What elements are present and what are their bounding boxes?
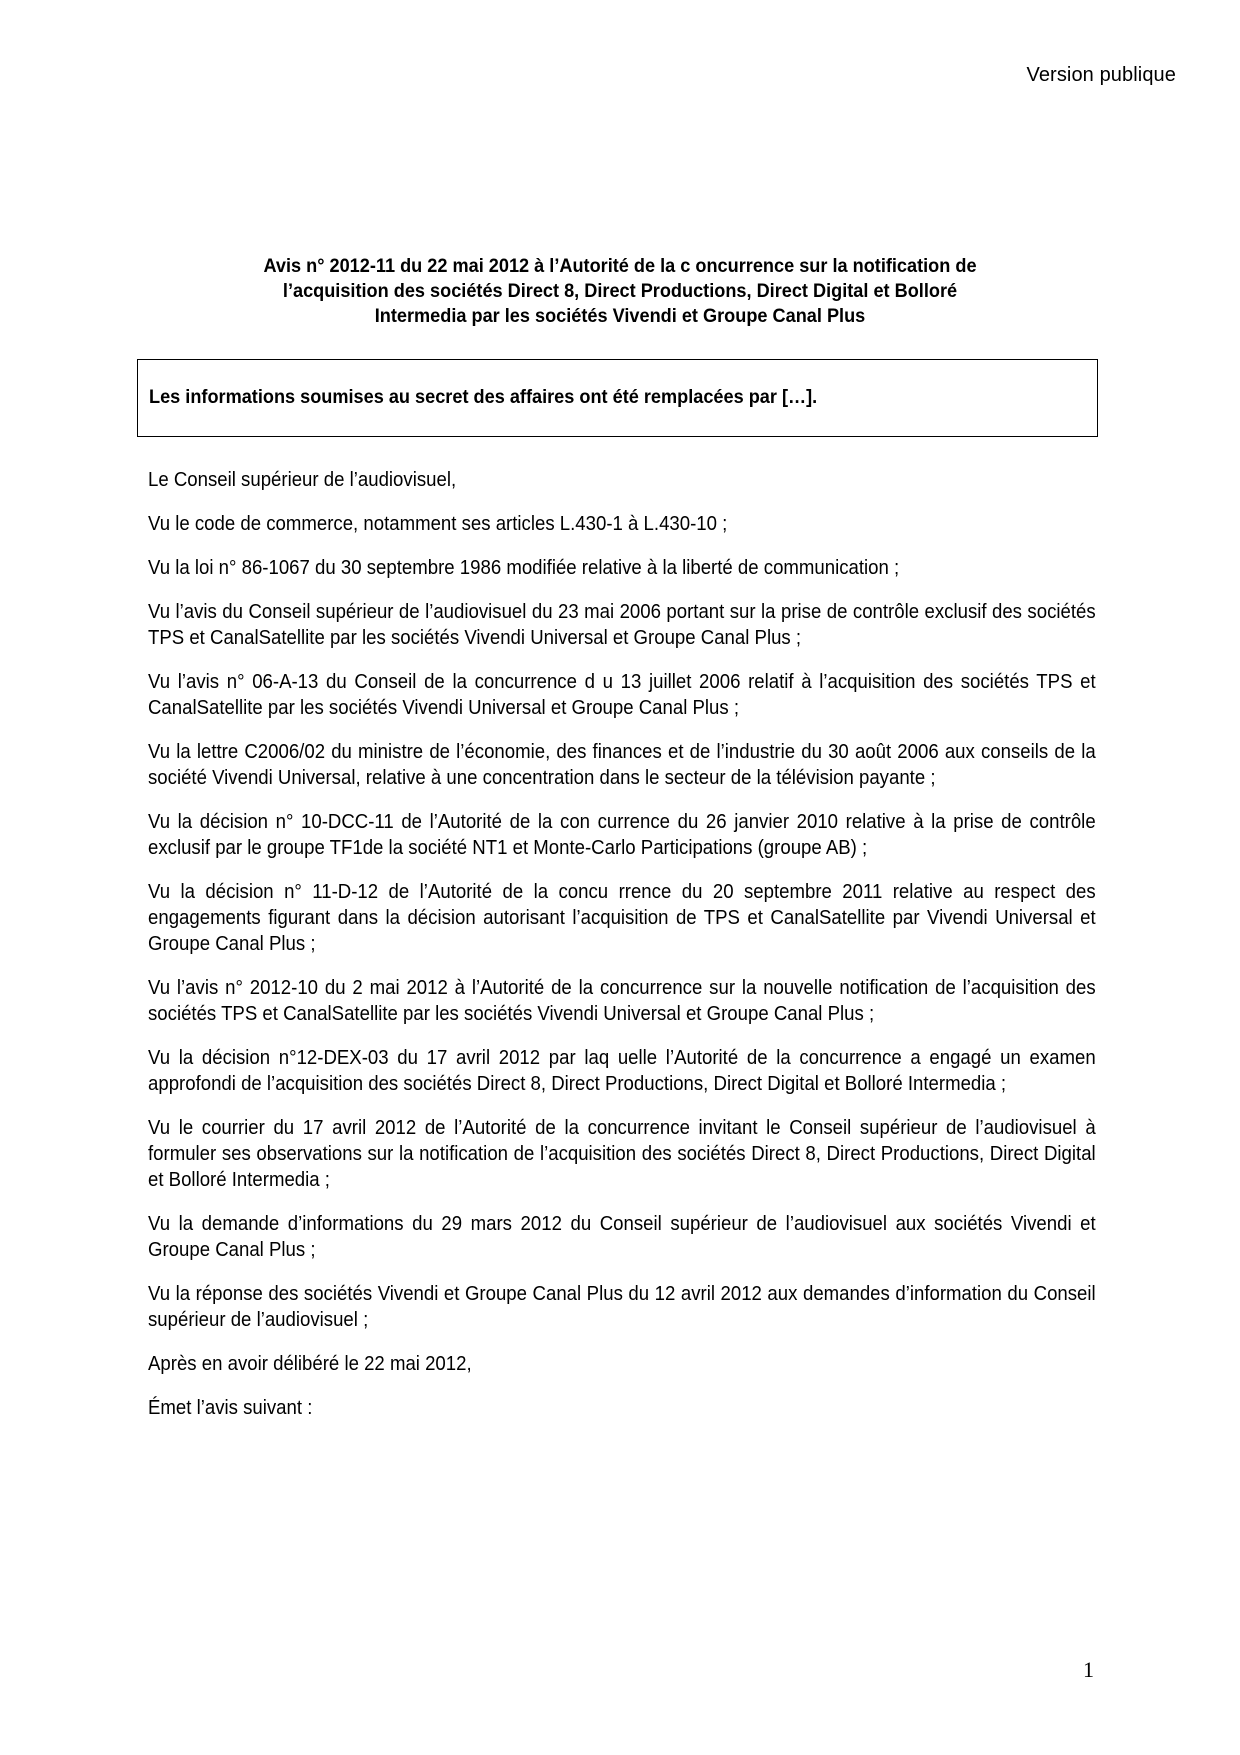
paragraph-visa: Vu la décision n° 11-D-12 de l’Autorité de la concu rrence du 20 septembre 2011 relative au respect des engagements figurant dans la décision autorisant l’acquisition de TPS et CanalSatellite par Vivendi Universal et Groupe Canal Plus ; (148, 881, 1096, 955)
paragraph-visa: Vu la décision n° 10-DCC-11 de l’Autorité de la con currence du 26 janvier 2010 relative à la prise de contrôle exclusif par le groupe TF1de la société NT1 et Monte-Carlo Participations (groupe AB) ; (148, 811, 1096, 859)
confidentiality-notice-box (137, 359, 1098, 437)
paragraph-preamble: Le Conseil supérieur de l’audiovisuel, (148, 469, 457, 491)
paragraph-visa: Vu l’avis n° 2012-10 du 2 mai 2012 à l’Autorité de la concurrence sur la nouvelle notification de l’acquisition des sociétés TPS et CanalSatellite par les sociétés Vivendi Universal et Groupe Canal Plus ; (148, 977, 1096, 1025)
title-line: l’acquisition des sociétés Direct 8, Direct Productions, Direct Digital et Bolloré (282, 280, 958, 302)
paragraph-visa: Vu l’avis n° 06-A-13 du Conseil de la concurrence d u 13 juillet 2006 relatif à l’acquisition des sociétés TPS et CanalSatellite par les sociétés Vivendi Universal et Groupe Canal Plus ; (148, 671, 1096, 719)
document-title (174, 254, 1067, 329)
paragraph-visa: Vu la réponse des sociétés Vivendi et Groupe Canal Plus du 12 avril 2012 aux demandes d’information du Conseil supérieur de l’audiovisuel ; (148, 1283, 1096, 1331)
confidentiality-notice-text: Les informations soumises au secret des affaires ont été remplacées par […]. (149, 386, 818, 408)
paragraph-visa: Vu la décision n°12-DEX-03 du 17 avril 2012 par laq uelle l’Autorité de la concurrence a engagé un examen approfondi de l’acquisition des sociétés Direct 8, Direct Productions, Direct Digital et Bolloré Intermedia ; (148, 1047, 1096, 1095)
title-line: Avis n° 2012-11 du 22 mai 2012 à l’Autorité de la c oncurrence sur la notification de (263, 255, 977, 277)
paragraph-conclusion: Émet l’avis suivant : (148, 1397, 313, 1419)
paragraph-deliberation: Après en avoir délibéré le 22 mai 2012, (148, 1353, 472, 1375)
document-body (148, 467, 1096, 1439)
paragraph-visa: Vu le code de commerce, notamment ses articles L.430-1 à L.430-10 ; (148, 513, 728, 535)
paragraph-visa: Vu la demande d’informations du 29 mars 2012 du Conseil supérieur de l’audiovisuel aux sociétés Vivendi et Groupe Canal Plus ; (148, 1213, 1096, 1261)
version-label: Version publique (1026, 64, 1176, 86)
paragraph-visa: Vu le courrier du 17 avril 2012 de l’Autorité de la concurrence invitant le Conseil supérieur de l’audiovisuel à formuler ses observations sur la notification de l’acquisition des sociétés Direct 8, Direct Productions, Direct Digital et Bolloré Intermedia ; (148, 1117, 1096, 1191)
paragraph-visa: Vu la loi n° 86-1067 du 30 septembre 1986 modifiée relative à la liberté de communication ; (148, 557, 900, 579)
paragraph-visa: Vu l’avis du Conseil supérieur de l’audiovisuel du 23 mai 2006 portant sur la prise de contrôle exclusif des sociétés TPS et CanalSatellite par les sociétés Vivendi Universal et Groupe Canal Plus ; (148, 601, 1096, 649)
paragraph-visa: Vu la lettre C2006/02 du ministre de l’économie, des finances et de l’industrie du 30 août 2006 aux conseils de la société Vivendi Universal, relative à une concentration dans le secteur de la télévision payante ; (148, 741, 1096, 789)
page-number: 1 (1083, 1657, 1094, 1682)
title-line: Intermedia par les sociétés Vivendi et Groupe Canal Plus (374, 305, 866, 327)
